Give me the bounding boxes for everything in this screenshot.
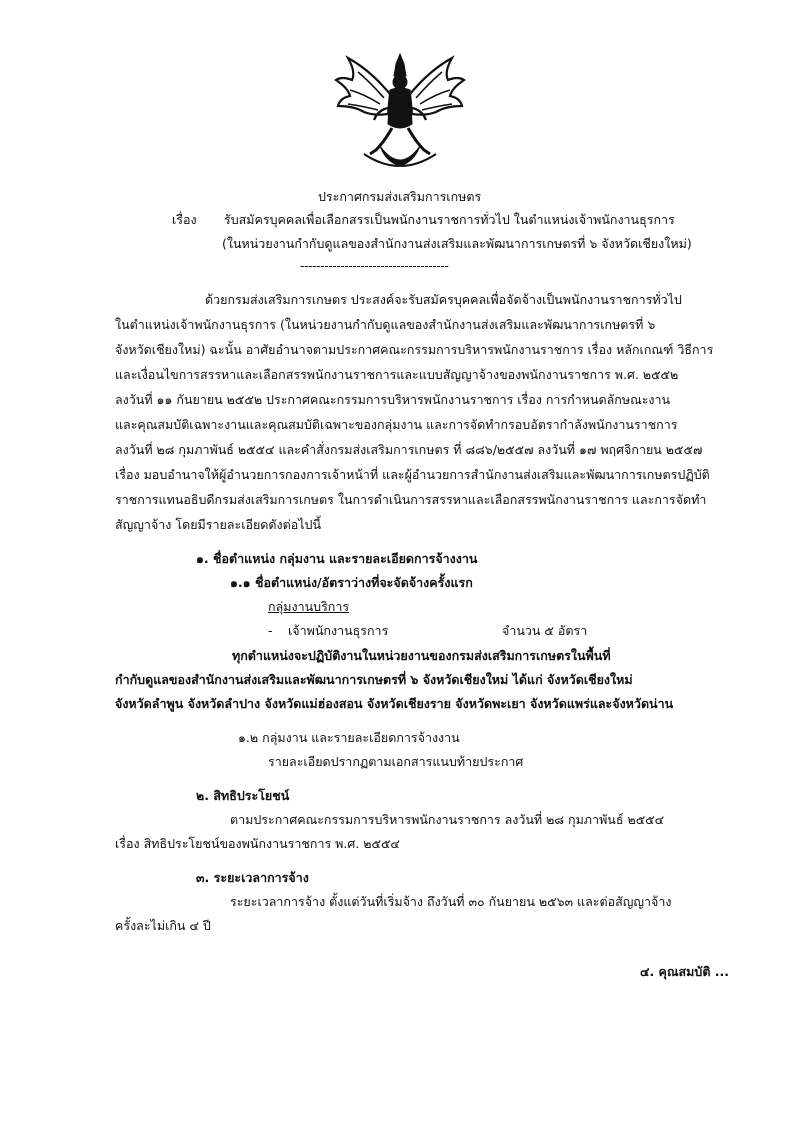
- intro-line: ลงวันที่ ๒๘ กุมภาพันธ์ ๒๕๕๔ และคำสั่งกรมส่งเสริมการเกษตร ที่ ๘๘๖/๒๕๕๗ ลงวันที่ ๑๗ พฤศจิกายน ๒๕๕๗: [115, 442, 703, 457]
- position-name: เจ้าพนักงานธุรการ: [288, 623, 389, 638]
- position-count: จำนวน ๕ อัตรา: [502, 623, 588, 638]
- intro-line: และคุณสมบัติเฉพาะงานและคุณสมบัติเฉพาะของกลุ่มงาน และการจัดทำกรอบอัตรากำลังพนักงานราชการ: [115, 417, 678, 432]
- intro-line: ในตำแหน่งเจ้าพนักงานธุรการ (ในหน่วยงานกำกับดูแลของสำนักงานส่งเสริมและพัฒนาการเกษตรที่ ๖: [115, 317, 656, 332]
- intro-line: ด้วยกรมส่งเสริมการเกษตร ประสงค์จะรับสมัครบุคคลเพื่อจัดจ้างเป็นพนักงานราชการทั่วไป: [205, 292, 682, 307]
- location-line: กำกับดูแลของสำนักงานส่งเสริมและพัฒนาการเกษตรที่ ๖ จังหวัดเชียงใหม่ ได้แก่ จังหวัดเชียงใหม่: [115, 672, 633, 687]
- section1-heading: ๑. ชื่อตำแหน่ง กลุ่มงาน และรายละเอียดการจ้างงาน: [196, 551, 478, 566]
- section2-line: เรื่อง สิทธิประโยชน์ของพนักงานราชการ พ.ศ. ๒๕๕๔: [115, 836, 400, 851]
- section1-sub2-text: รายละเอียดปรากฏตามเอกสารแนบท้ายประกาศ: [268, 754, 524, 769]
- next-page-indicator: ๔. คุณสมบัติ ...: [640, 964, 730, 979]
- section3-line: ครั้งละไม่เกิน ๔ ปี: [115, 918, 211, 933]
- intro-line: และเงื่อนไขการสรรหาและเลือกสรรพนักงานราชการและแบบสัญญาจ้างของพนักงานราชการ พ.ศ. ๒๕๕๒: [115, 367, 679, 382]
- location-line: ทุกตำแหน่งจะปฏิบัติงานในหน่วยงานของกรมส่งเสริมการเกษตรในพื้นที่: [232, 648, 611, 663]
- subject-label: เรื่อง: [172, 212, 197, 227]
- section2-heading: ๒. สิทธิประโยชน์: [196, 788, 290, 803]
- intro-line: สัญญาจ้าง โดยมีรายละเอียดดังต่อไปนี้: [115, 517, 322, 532]
- intro-line: เรื่อง มอบอำนาจให้ผู้อำนวยการกองการเจ้าหน้าที่ และผู้อำนวยการสำนักงานส่งเสริมและพัฒนาการเกษตรปฏิบัติ: [115, 467, 710, 482]
- location-line: จังหวัดลำพูน จังหวัดลำปาง จังหวัดแม่ฮ่องสอน จังหวัดเชียงราย จังหวัดพะเยา จังหวัดแพร่และจังหวัดน่าน: [115, 696, 674, 711]
- position-dash: -: [268, 623, 273, 638]
- group-label: กลุ่มงานบริการ: [268, 599, 350, 614]
- announcement-title: ประกาศกรมส่งเสริมการเกษตร: [318, 189, 482, 204]
- intro-line: ราชการแทนอธิบดีกรมส่งเสริมการเกษตร ในการดำเนินการสรรหาและเลือกสรรพนักงานราชการ และการจัดทำ: [115, 492, 707, 507]
- section3-line: ระยะเวลาการจ้าง ตั้งแต่วันที่เริ่มจ้าง ถึงวันที่ ๓๐ กันยายน ๒๕๖๓ และต่อสัญญาจ้าง: [230, 894, 672, 909]
- intro-line: ลงวันที่ ๑๑ กันยายน ๒๕๕๒ ประกาศคณะกรรมการบริหารพนักงานราชการ เรื่อง การกำหนดลักษณะงาน: [115, 392, 671, 407]
- subject-text-line2: (ในหน่วยงานกำกับดูแลของสำนักงานส่งเสริมและพัฒนาการเกษตรที่ ๖ จังหวัดเชียงใหม่): [222, 236, 692, 251]
- intro-line: จังหวัดเชียงใหม่) ฉะนั้น อาศัยอำนาจตามประกาศคณะกรรมการบริหารพนักงานราชการ เรื่อง หลักเกณฑ์ วิธีการ: [115, 342, 714, 357]
- section1-sub2-heading: ๑.๒ กลุ่มงาน และรายละเอียดการจ้างงาน: [238, 730, 460, 745]
- garuda-emblem-icon: [330, 50, 470, 180]
- section3-heading: ๓. ระยะเวลาการจ้าง: [196, 870, 309, 885]
- header-divider: -------------------------------------: [300, 258, 449, 273]
- section1-sub1-heading: ๑.๑ ชื่อตำแหน่ง/อัตราว่างที่จะจัดจ้างครั้งแรก: [230, 575, 473, 590]
- section2-line: ตามประกาศคณะกรรมการบริหารพนักงานราชการ ลงวันที่ ๒๘ กุมภาพันธ์ ๒๕๕๔: [230, 812, 665, 827]
- subject-text: รับสมัครบุคคลเพื่อเลือกสรรเป็นพนักงานราชการทั่วไป ในตำแหน่งเจ้าพนักงานธุรการ: [224, 212, 675, 227]
